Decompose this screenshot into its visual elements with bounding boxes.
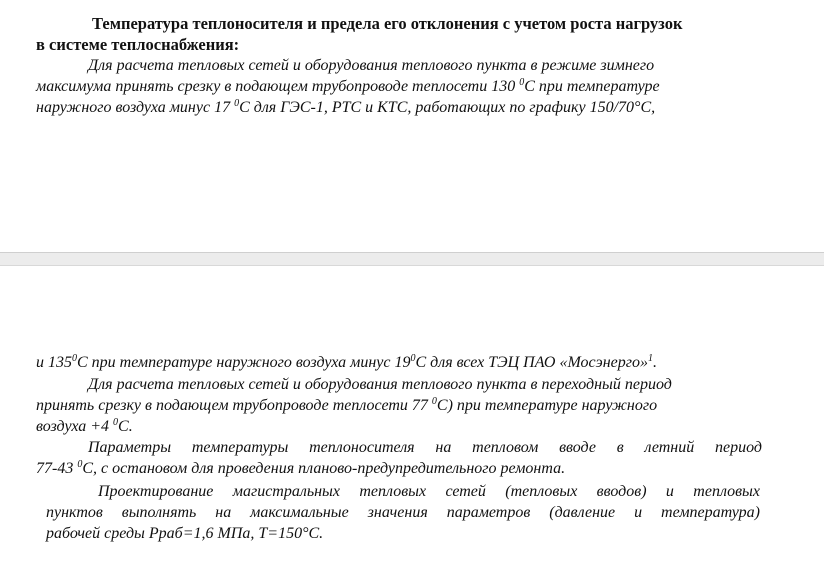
para3-line-2-text-b: С, с остановом для проведения планово-предупредительного ремонта. xyxy=(82,460,566,477)
para3-line-1: Параметры температуры теплоносителя на тепловом вводе в летний период xyxy=(88,439,762,456)
para1-cont-a: и 135 xyxy=(36,354,72,371)
degree-superscript: 0 xyxy=(431,396,437,407)
para1-cont-b: С при температуре наружного воздуха минус 19 xyxy=(77,354,411,371)
para1-line-3 xyxy=(36,98,655,118)
para1-line-2 xyxy=(36,77,660,97)
para2-line-3-text: воздуха +4 xyxy=(36,418,114,435)
degree-superscript: 0 xyxy=(113,417,119,428)
heading-line-1: Температура теплоносителя и предела его отклонения с учетом роста нагрузок xyxy=(92,14,683,33)
para3-line-2 xyxy=(36,459,565,479)
page-break xyxy=(0,252,824,266)
document-page-top xyxy=(0,0,824,252)
heading-line-2: в системе теплоснабжения: xyxy=(36,35,240,54)
para2-line-3 xyxy=(36,417,133,437)
para1-continuation xyxy=(36,353,657,373)
degree-superscript: 0 xyxy=(519,77,525,88)
degree-superscript: 0 xyxy=(234,98,240,109)
footnote-marker: 1 xyxy=(648,353,653,364)
degree-superscript: 0 xyxy=(72,353,77,364)
para1-cont-c: С для всех ТЭЦ ПАО «Мосэнерго» xyxy=(415,354,648,371)
para1-line-3-text-b: С для ГЭС-1, РТС и КТС, работающих по графику 150/70°С, xyxy=(239,99,656,116)
para4-line-1: Проектирование магистральных тепловых сетей (тепловых вводов) и тепловых xyxy=(98,483,760,500)
para1-line-1: Для расчета тепловых сетей и оборудования теплового пункта в режиме зимнего xyxy=(88,57,655,74)
degree-superscript: 0 xyxy=(77,459,83,470)
para4-line-2: пунктов выполнять на максимальные значения параметров (давление и температура) xyxy=(46,504,760,521)
para2-line-3-text-b: С. xyxy=(118,418,133,435)
para2-line-2-text-b: С) при температуре наружного xyxy=(436,397,658,414)
para1-cont-d: . xyxy=(653,354,657,371)
para3-line-2-text: 77-43 xyxy=(36,460,78,477)
para2-line-2-text: принять срезку в подающем трубопроводе теплосети 77 xyxy=(36,397,432,414)
para4-line-3: рабочей среды Рраб=1,6 МПа, Т=150°С. xyxy=(46,525,324,542)
para2-line-1: Для расчета тепловых сетей и оборудования теплового пункта в переходный период xyxy=(88,376,672,393)
para1-line-2-text: максимума принять срезку в подающем трубопроводе теплосети 130 xyxy=(36,78,520,95)
para1-line-3-text: наружного воздуха минус 17 xyxy=(36,99,235,116)
degree-superscript: 0 xyxy=(410,353,416,364)
para2-line-2 xyxy=(36,396,657,416)
para1-line-2-text-b: С при температуре xyxy=(524,78,660,95)
